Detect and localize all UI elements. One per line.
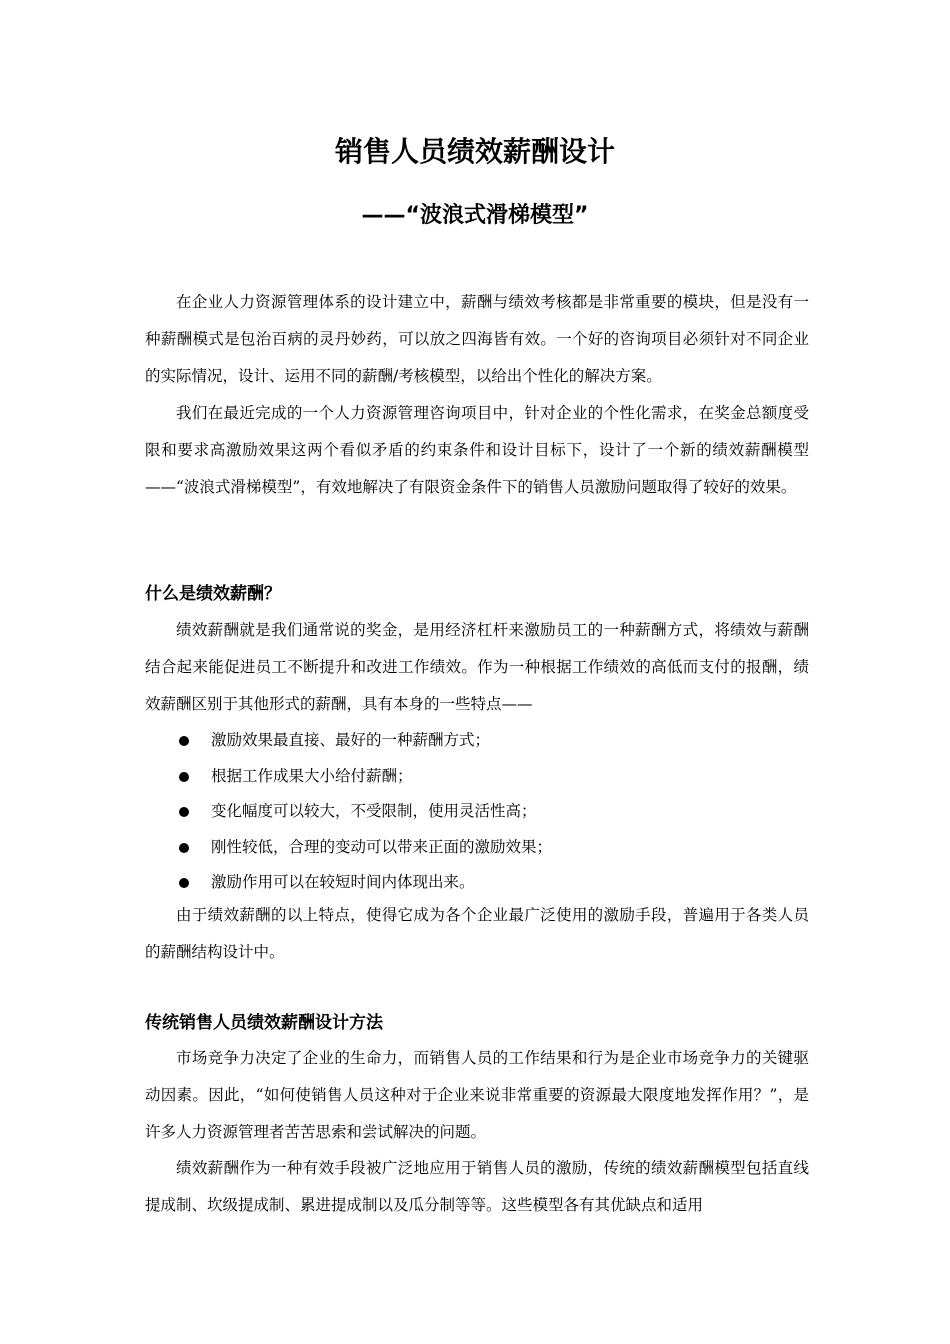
bullet-icon	[179, 843, 189, 853]
section2-paragraph-1: 市场竞争力决定了企业的生命力，而销售人员的工作结果和行为是企业市场竞争力的关键驱动因素。因此，“如何使销售人员这种对于企业来说非常重要的资源最大限度地发挥作用？”，是许多人力资源管理者苦苦思索和尝试解决的问题。	[145, 1049, 809, 1141]
intro-paragraph-2: 我们在最近完成的一个人力资源管理咨询项目中，针对企业的个性化需求，在奖金总额度受限和要求高激励效果这两个看似矛盾的约束条件和设计目标下，设计了一个新的绩效薪酬模型——“波浪式滑梯模型”，有效地解决了有限资金条件下的销售人员激励问题取得了较好的效果。	[145, 404, 809, 496]
bullet-text: 激励效果最直接、最好的一种薪酬方式；	[211, 731, 491, 749]
section-heading-traditional-methods: 传统销售人员绩效薪酬设计方法	[145, 1013, 383, 1033]
list-item	[145, 865, 809, 901]
bullet-text: 变化幅度可以较大，不受限制，使用灵活性高；	[211, 802, 537, 820]
bullet-text: 根据工作成果大小给付薪酬；	[211, 766, 413, 785]
bullet-icon	[179, 772, 189, 782]
document-title: 销售人员绩效薪酬设计	[334, 135, 615, 168]
bullet-text: 刚性较低，合理的变动可以带来正面的激励效果；	[211, 837, 553, 856]
document-subtitle: ——“波浪式滑梯模型”	[361, 203, 589, 228]
feature-bullet-list	[145, 723, 809, 901]
bullet-icon	[179, 878, 189, 888]
section1-paragraph-2: 由于绩效薪酬的以上特点，使得它成为各个企业最广泛使用的激励手段，普遍用于各类人员的薪酬结构设计中。	[145, 906, 809, 961]
section2-paragraph-2: 绩效薪酬作为一种有效手段被广泛地应用于销售人员的激励，传统的绩效薪酬模型包括直线提成制、坎级提成制、累进提成制以及瓜分制等等。这些模型各有其优缺点和适用	[145, 1159, 809, 1214]
list-item	[145, 794, 809, 830]
intro-paragraph-1: 在企业人力资源管理体系的设计建立中，薪酬与绩效考核都是非常重要的模块，但是没有一种薪酬模式是包治百病的灵丹妙药，可以放之四海皆有效。一个好的咨询项目必须针对不同企业的实际情况，设计、运用不同的薪酬/考核模型，以给出个性化的解决方案。	[145, 293, 809, 385]
list-item	[145, 759, 809, 795]
section-heading-what-is-performance-pay: 什么是绩效薪酬？	[145, 584, 281, 604]
list-item	[145, 830, 809, 866]
bullet-icon	[179, 736, 189, 746]
bullet-icon	[179, 807, 189, 817]
section1-paragraph-1: 绩效薪酬就是我们通常说的奖金，是用经济杠杆来激励员工的一种薪酬方式，将绩效与薪酬结合起来能促进员工不断提升和改进工作绩效。作为一种根据工作绩效的高低而支付的报酬，绩效薪酬区别于其他形式的薪酬，具有本身的一些特点——	[145, 621, 809, 713]
list-item	[145, 723, 809, 759]
bullet-text: 激励作用可以在较短时间内体现出来。	[211, 873, 475, 891]
